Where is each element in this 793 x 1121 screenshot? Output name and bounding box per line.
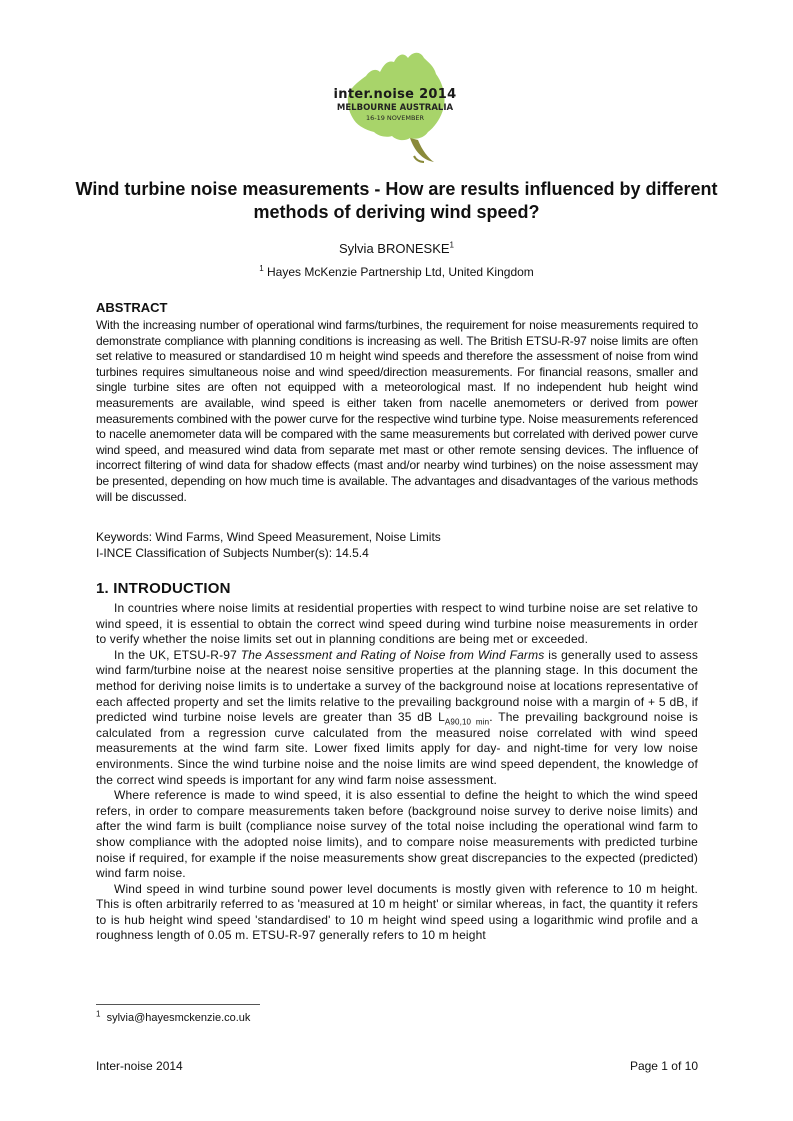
affiliation-mark: 1: [259, 264, 264, 273]
logo-title: inter.noise 2014: [333, 87, 457, 102]
author-footnote-mark: 1: [449, 240, 454, 250]
footer-page-number: Page 1 of 10: [629, 1059, 698, 1073]
author: [0, 241, 793, 256]
keywords: Keywords: Wind Farms, Wind Speed Measurement, Noise Limits: [96, 530, 441, 544]
abstract-heading: ABSTRACT: [96, 300, 168, 315]
paper-title: Wind turbine noise measurements - How are results influenced by different methods of deriving wind speed?: [75, 179, 718, 222]
conference-logo: [330, 42, 460, 172]
footnote-email: sylvia@hayesmckenzie.co.uk: [106, 1012, 251, 1024]
intro-paragraph-3: Where reference is made to wind speed, it is also essential to define the height to which the wind speed refers, in order to compare measurements taken before (background noise survey to derive noise limits) and after the wind farm is built (compliance noise survey of the total noise including the operational wind farm to show compliance with the adopted noise limits), and to compare noise measurements with predicted turbine noise if required, for example if the noise measurements show great discrepancies to the expected (predicted) wind farm noise.: [96, 788, 698, 881]
classification: I-INCE Classification of Subjects Number(s): 14.5.4: [96, 546, 369, 560]
affiliation-text: Hayes McKenzie Partnership Ltd, United Kingdom: [266, 265, 534, 279]
intro-p2-text-a: In the UK, ETSU-R-97: [114, 647, 241, 662]
logo-dates: 16-19 NOVEMBER: [365, 114, 425, 122]
affiliation: [0, 265, 793, 279]
intro-paragraph-4: Wind speed in wind turbine sound power level documents is mostly given with reference to 10 m height. This is often arbitrarily referred to as 'measured at 10 m height' or similar whereas, in fact, the quantity it refers to is hub height wind speed 'standardised' to 10 m height wind speed using a logarithmic wind profile and a roughness length of 0.05 m. ETSU-R-97 generally refers to 10 m height: [96, 881, 698, 943]
section-heading-introduction: 1. INTRODUCTION: [96, 580, 231, 597]
footnote-mark: 1: [96, 1009, 101, 1019]
laeq-subscript: A90,10 min: [444, 717, 490, 727]
etsu-title-italic: The Assessment and Rating of Noise from Wind Farms: [240, 647, 545, 662]
intro-paragraph-1: In countries where noise limits at residential properties with respect to wind turbine noise are set relative to wind speed, it is essential to obtain the correct wind speed during wind turbine noise measurements in order to verify whether the noise limits set out in planning conditions are being met or exceeded.: [96, 601, 698, 647]
footer-conference: Inter-noise 2014: [96, 1059, 183, 1073]
keywords-block: [96, 529, 441, 561]
intro-p2-text-c: . The prevailing background noise is calculated from a regression curve calculated from the measured noise correlated with wind speed measurements at the wind farm site. Lower fixed limits apply for day- and night-time for very low noise environments. Since the wind turbine noise and the noise limits are wind speed dependent, the knowledge of the correct wind speeds is important for any wind farm noise assessment.: [96, 710, 699, 787]
footnote-divider: [96, 1004, 260, 1005]
introduction-body: [96, 601, 698, 944]
author-name: Sylvia BRONESKE: [339, 241, 450, 256]
footnote: [96, 1009, 251, 1024]
intro-p2-text-b: is generally used to assess wind farm/turbine noise at the nearest noise sensitive properties at the planning stage. In this document the method for deriving noise limits is to undertake a survey of the background noise at locations representative of each affected property and set the limits relative to the prevailing background noise with a margin of + 5 dB, if predicted wind turbine noise levels are greater than 35 dB L: [96, 647, 698, 725]
logo-location: MELBOURNE AUSTRALIA: [336, 103, 454, 113]
intro-paragraph-2: [96, 648, 698, 788]
abstract-text: With the increasing number of operational wind farms/turbines, the requirement for noise measurements required to demonstrate compliance with planning conditions is increasing as well. The British ETSU-R-97 noise limits are often set relative to measured or standardised 10 m height wind speeds and therefore the assessment of noise from wind turbines requires simultaneous noise and wind speed/direction measurements. For financial reasons, smaller and single turbine sites are often not equipped with a meteorological mast. If no independent hub height wind measurements are available, wind speed is either taken from nacelle anemometers or derived from power measurements combined with the power curve for the respective wind turbine type. Noise measurements referenced to nacelle anemometer data will be compared with the same measurements but correlated with derived power curve wind speed, and measured wind data from separate met mast or other remote sensing devices. The influence of incorrect filtering of wind data for shadow effects (mast and/or nearby wind turbines) on the noise assessment may be presented, depending on how much time is available. The advantages and disadvantages of the various methods will be discussed.: [96, 318, 698, 504]
